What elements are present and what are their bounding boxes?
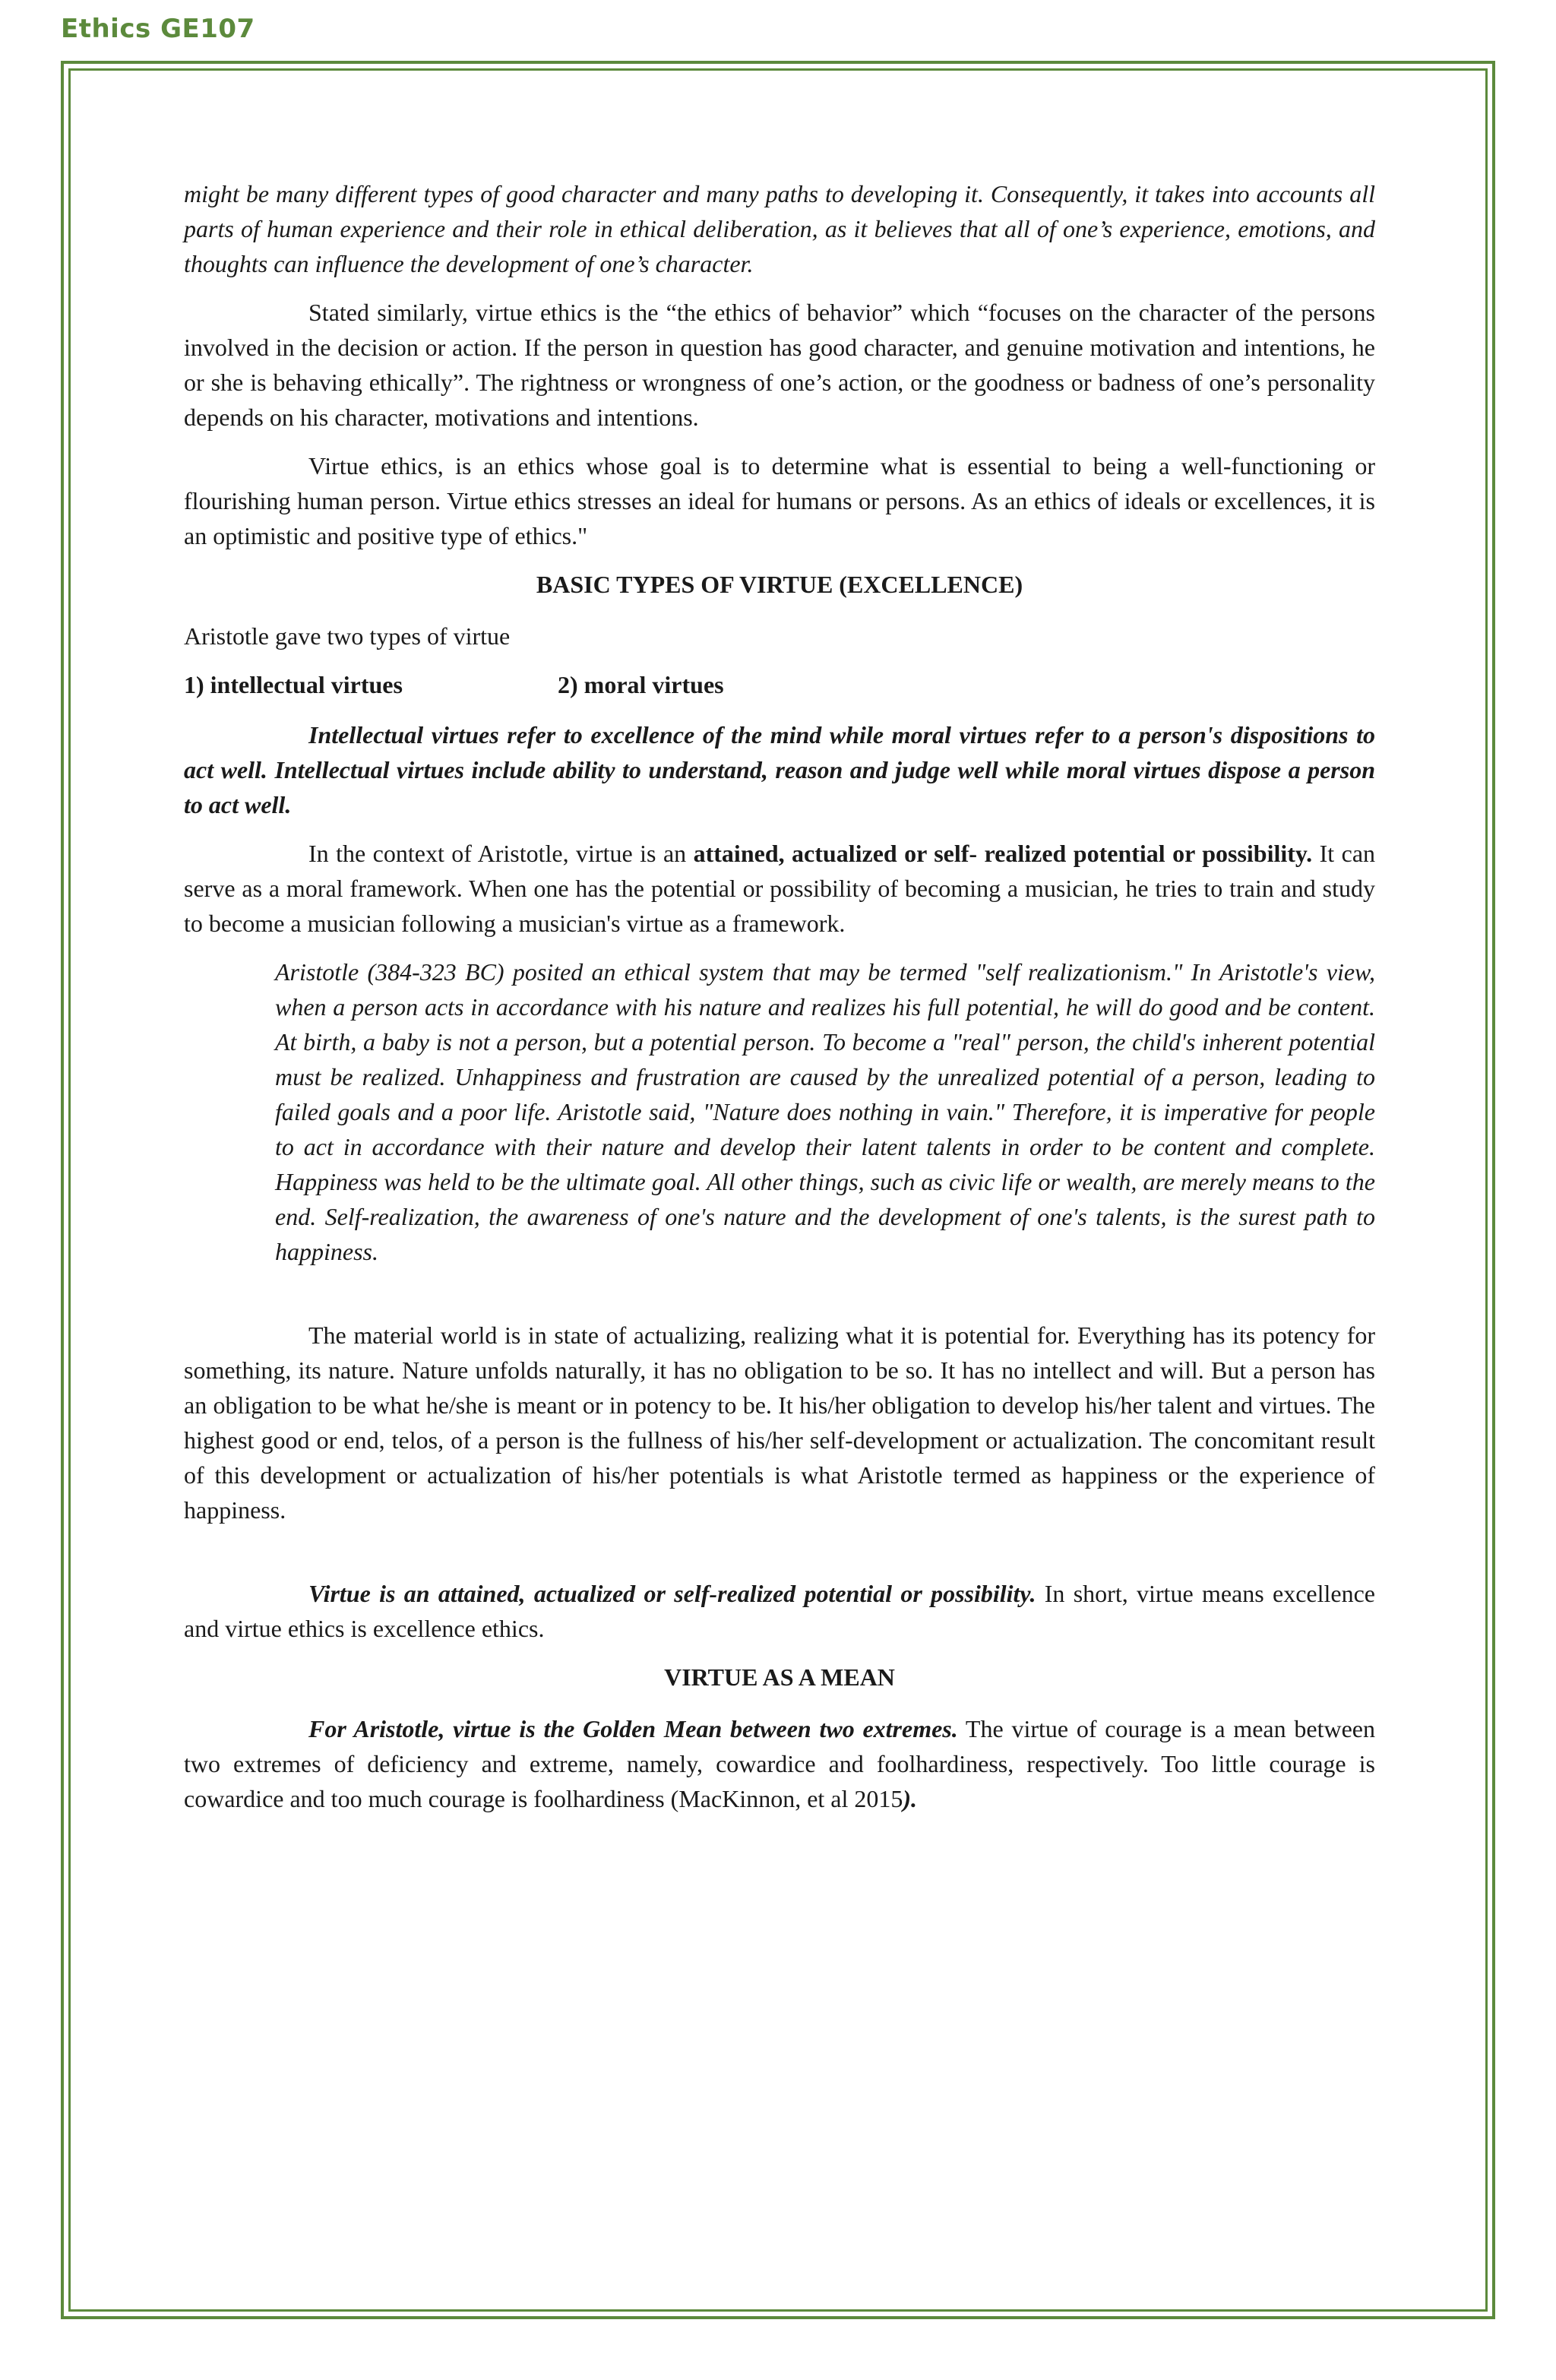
heading-basic-types: BASIC TYPES OF VIRTUE (EXCELLENCE) [536,571,1023,598]
text-emphasis: attained, actualized or self- realized potential or possibility. [693,840,1313,867]
text-emphasis: Virtue is an attained, actualized or self-realized potential or possibility. [308,1580,1036,1607]
paragraph-virtue-summary [184,1576,1375,1646]
block-quote: Aristotle (384-323 BC) posited an ethical system that may be termed "self realizationism." In Aristotle's view, when a person acts in accordance with his nature and realizes his full potential, he will do good and be content. At birth, a baby is not a person, but a potential person. To become a "real" person, the child's inherent potential must be realized. Unhappiness and frustration are caused by the unrealized potential of a person, leading to failed goals and a poor life. Aristotle said, "Nature does nothing in vain." Therefore, it is imperative for people to act in accordance with their nature and develop their latent talents in order to be content and complete. Happiness was held to be the ultimate goal. All other things, such as civic life or wealth, are merely means to the end. Self-realization, the awareness of one's nature and the development of one's talents, is the surest path to happiness. [275,958,1375,1265]
spacer [184,1541,1375,1576]
paragraph-two-types: Aristotle gave two types of virtue [184,622,511,650]
text-segment: It can serve as a moral framework. When one has the potential or possibility of becoming a musician, he tries to train and study to become a musician following a musician's virtue as a framework. [184,840,1376,937]
type-intellectual: 1) intellectual virtues [184,671,403,698]
type-moral: 2) moral virtues [558,671,724,698]
paragraph-continuation: might be many different types of good character and many paths to developing it. Consequently, it takes into accounts all parts of human experience and their role in ethical deliberation, as it believes that all of one’s experience, emotions, and thoughts can influence the development of one’s character. [184,180,1375,277]
text-segment: The virtue of courage is a mean between two extremes of deficiency and extreme, namely, cowardice and foolhardiness, respectively. Too little courage is cowardice and too much courage is foolhardiness (MacKinnon, et al 2015 [184,1715,1376,1812]
types-list [184,667,1375,702]
paragraph-virtue-definitions: Intellectual virtues refer to excellence of the mind while moral virtues refer to a person's dispositions to act well. Intellectual virtues include ability to understand, reason and judge well while moral virtues dispose a person to act well. [184,721,1375,818]
text-segment: In the context of Aristotle, virtue is an [308,840,694,867]
paragraph-material-world: The material world is in state of actualizing, realizing what it is potential for. Everything has its potency for something, its nature. Nature unfolds naturally, it has no obligation to be so. It has no intellect and will. But a person has an obligation to be what he/she is meant or in potency to be. It his/her obligation to develop his/her talent and virtues. The highest good or end, telos, of a person is the fullness of his/her self-development or actualization. The concomitant result of this development or actualization of his/her potentials is what Aristotle termed as happiness or the experience of happiness. [184,1321,1375,1524]
paragraph-virtue-ethics-goal: Virtue ethics, is an ethics whose goal is to determine what is essential to being a well-functioning or flourishing human person. Virtue ethics stresses an ideal for humans or persons. As an ethics of ideals or excellences, it is an optimistic and positive type of ethics." [184,452,1375,549]
heading-virtue-mean: VIRTUE AS A MEAN [664,1663,895,1691]
paragraph-ethics-of-behavior: Stated similarly, virtue ethics is the “the ethics of behavior” which “focuses on the character of the persons involved in the decision or action. If the person in question has good character, and genuine motivation and intentions, he or she is behaving ethically”. The rightness or wrongness of one’s action, or the goodness or badness of one’s personality depends on his character, motivations and intentions. [184,299,1375,431]
spacer [184,1283,1375,1318]
text-emphasis: ). [903,1785,918,1812]
running-header: Ethics GE107 [61,14,255,44]
text-segment: In short, virtue means excellence and virtue ethics is excellence ethics. [184,1580,1376,1642]
paragraph-golden-mean [184,1711,1375,1816]
paragraph-aristotle-context [184,836,1375,941]
text-emphasis: For Aristotle, virtue is the Golden Mean between two extremes. [308,1715,958,1742]
page-content [184,176,1375,1830]
